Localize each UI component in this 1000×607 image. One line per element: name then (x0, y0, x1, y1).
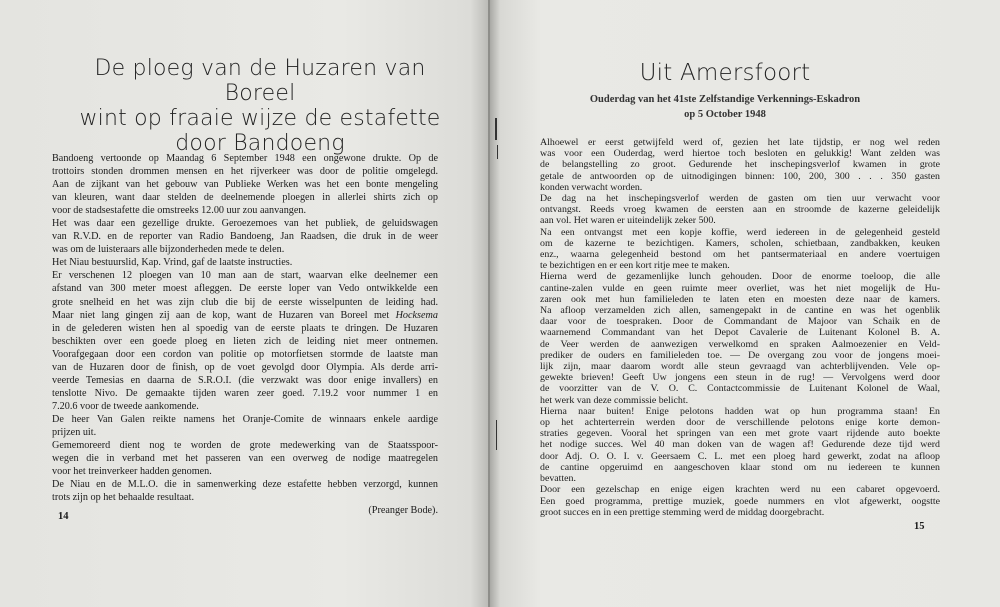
text-line: Voorafgegaan door een cordon van politie op motorfietsen stormde de laatste man (52, 348, 438, 360)
text-line: beschikten over een goede ploeg en lieten zich de leiding niet meer ontnemen. (52, 335, 438, 347)
text-line: tenslotte Nivo. De gemaakte tijden waren zeer goed. 7.19.2 voor nummer 1 en (52, 387, 438, 399)
text-line: het nodige succes. Wel 40 man doken van de wagen af! Gedurende deze tijd werd (540, 439, 940, 451)
text-line: om de kazerne te bezichtigen. Kamers, scholen, schietbaan, zandbakken, keuken (540, 237, 940, 249)
text-line: de belangstelling zo groot. Gedurende het inschepingsverlof kwamen in grote (540, 159, 940, 171)
paragraph (540, 271, 940, 405)
scan-mark (496, 420, 497, 450)
text-line: voor de stadsestafette die omstreeks 12.00 uur zou aanvangen. (52, 205, 307, 217)
text-line: Hierna werd de gezamenlijke lunch gehouden. Door de enorme toeloop, die alle (540, 271, 940, 283)
text-line: Hierna naar buiten! Enige pelotons hadden wat op hun programma staan! En (540, 405, 940, 417)
text-line: bevatten. (540, 473, 576, 485)
page-number: 15 (914, 521, 925, 532)
text-line: lijk zijn, maar daarom wordt alle steun gevraagd van achterblijvenden. Vele op- (540, 361, 940, 373)
text-line: de voorzitter van de V. O. C. Contactcommissie de Luitenant Kolonel de Waal, (540, 383, 940, 395)
text-line: De dag na het inschepingsverlof werden de gasten om tien uur verwacht voor (540, 193, 940, 205)
text-line: te bezichtigen en er een kort ritje mee te maken. (540, 260, 730, 272)
article-date: op 5 October 1948 (684, 109, 766, 120)
text-line: daar voor de toespraken. Door de Commandant de Majoor van Schaik en de (540, 316, 940, 328)
text-line: grote snelheid en het was zijn club die bij de eerste wisselpunten de leiding had. (52, 296, 438, 308)
article-title: Uit Amersfoort (639, 60, 811, 86)
text-line: was voor een Ouderdag, werd hiertoe toch besloten en gelukkig! Want zelden was (540, 148, 940, 160)
article-subtitle: Ouderdag van het 41ste Zelfstandige Verkennings-Eskadron (589, 94, 861, 105)
text-line: door Adj. O. O. I. v. Geersaem C. L. met een ploeg hard gewerkt, zodat na afloop (540, 450, 940, 462)
text-line: gewekte brieven! Geeft Uw jongens een steun in de rug! — Vervolgens werd door (540, 372, 940, 384)
text-line: 7.20.6 voor de tweede aankomende. (52, 400, 199, 412)
text-line: van de Huzaren door de finish, op de voet gevolgd door Olympia. Als derde arri- (52, 361, 438, 373)
paragraph (540, 193, 940, 227)
source-attribution: (Preanger Bode). (368, 505, 438, 517)
text-line: van R.V.D. en de reporter van Radio Bandoeng, Jan Raadsen, die druk in de weer (52, 231, 438, 243)
article-body (52, 152, 438, 517)
text-line: ontvangst. Reeds vroeg kwamen de eersten aan en stroomde de kazerne geleidelijk (540, 204, 940, 216)
text-line: was om de luisteraars alle bijzonderheden mede te delen. (52, 244, 285, 256)
title-line: wint op fraaie wijze de estafette (79, 106, 441, 131)
text-line: wegen die in verband met het passeren van een overweg de nodige maatregelen (52, 453, 438, 465)
text-line: Na afloop verzamelden zich allen, samengepakt in de cantine en was het ogenblik (540, 305, 940, 317)
text-line: voor het treinverkeer hadden genomen. (52, 466, 212, 478)
text-line: de Veer werden de aanwezigen verwelkomd en spraken Aalmoezenier en Veld- (540, 338, 940, 350)
text-line: Door een gezelschap en enige eigen krachten werd nu een cabaret opgevoerd. (540, 484, 940, 496)
text-line: op het achterterrein werden door de verschillende pelotons enige korte demon- (540, 417, 940, 429)
paragraph (540, 227, 940, 272)
paragraph (52, 217, 438, 256)
text-line: veerde Temesias en daarna de S.R.O.I. (die verzwakt was door enige invallers) en (52, 374, 438, 386)
paragraph (540, 406, 940, 484)
scan-mark (497, 145, 498, 159)
text-line: prediker de ouders en familieleden toe. — De overgang zou voor de jongens moei- (540, 349, 940, 361)
text-line: getale de antwoorden op de uitnodigingen binnen: 100, 200, 300 . . . 350 gasten (540, 170, 940, 182)
text-line: straties gegeven. Vooral het springen van een met grote vaart rijdende auto boekte (540, 428, 940, 440)
text-line: afstand van 300 meter moest afleggen. De eerste loper van Vedo ontwikkelde een (52, 283, 438, 295)
title-line: De ploeg van de Huzaren van Boreel (94, 56, 426, 106)
text-line: van kleuren, want daar stelden de deelnemende ploegen in allerlei shirts zich op (52, 192, 438, 204)
text-line: Alhoewel er eerst getwijfeld werd of, gezien het late tijdstip, er nog wel reden (540, 137, 940, 148)
paragraph (52, 269, 438, 413)
right-page (490, 0, 1000, 607)
text-line: prijzen uit. (52, 426, 97, 438)
text-line: Bandoeng vertoonde op Maandag 6 September 1948 een ongewone drukte. Op de (52, 153, 438, 164)
paragraph (52, 256, 438, 269)
left-page (0, 0, 490, 607)
text-line: Het Niau bestuurslid, Kap. Vrind, gaf de laatste instructies. (52, 257, 293, 269)
text-line: trottoirs stonden drommen mensen en het rijverkeer was door de politie omgelegd. (52, 166, 438, 178)
paragraph (540, 484, 940, 518)
text-line: het werk van deze commissie belicht. (540, 394, 689, 406)
paragraph (52, 478, 438, 504)
text-line: Een goed programma, prettige muziek, goede nummers en vlot afgewerkt, oogstte (540, 495, 940, 507)
text-line: Aan de zijkant van het gebouw van Publieke Werken was het een bonte mengeling (52, 179, 438, 191)
paragraph (52, 413, 438, 439)
article-title (60, 56, 460, 156)
text-line: enz., waarna gelegenheid bestond om het pantsermateriaal en andere voertuigen (540, 249, 940, 261)
text-line: Maar niet lang gingen zij aan de kop, want de Huzaren van Boreel met Hocksema (52, 309, 438, 321)
text-line: Gememoreerd dient nog te worden de grote medewerking van de Staatsspoor- (52, 440, 438, 452)
page-number: 14 (58, 511, 69, 522)
text-line: Na een ontvangst met een kopje koffie, werd iedereen in de gelegenheid gesteld (540, 226, 940, 238)
text-line: konden verwacht worden. (540, 181, 643, 193)
article-body (540, 137, 940, 518)
title-line: door Bandoeng (175, 131, 345, 156)
text-line: De Niau en de M.L.O. die in samenwerking deze estafette hebben verzorgd, kunnen (52, 479, 438, 491)
text-line: aan vol. Het waren er uiteindelijk zeker 500. (540, 215, 716, 227)
text-line: Er verschenen 12 ploegen van 10 man aan de start, waarvan elke deelnemer een (52, 270, 438, 282)
text-line: in de gelederen wisten hen al spoedig van de eerste plaats te dringen. De Huzaren (52, 322, 438, 334)
paragraph (52, 439, 438, 478)
paragraph (52, 152, 438, 217)
text-line: trots zijn op het behaalde resultaat. (52, 492, 195, 504)
text-line: zaren ook met hun familieleden te laten eten en moesten deze naar de kamers. (540, 293, 940, 305)
text-line: De heer Van Galen reikte namens het Oranje-Comite de winnaars enkele aardige (52, 413, 438, 425)
scan-mark (495, 118, 497, 140)
paragraph (540, 137, 940, 193)
text-line: groot succes en in een prettige stemming werd de middag doorgebracht. (540, 506, 825, 518)
text-line: Het was daar een gezellige drukte. Geroezemoes van het publiek, de geluidswagen (52, 218, 438, 230)
text-line: cantine-zalen vulde en geen ruimte meer overliet, was het niet mogelijk de Hu- (540, 282, 940, 294)
text-line: waarnemend Commandant van het Depot Cavalerie de Luitenant Kolonel B. A. (540, 327, 940, 339)
text-line: de cantine opgeruimd en aangeschoven klaar stond om nu iedereen te kunnen (540, 461, 940, 473)
